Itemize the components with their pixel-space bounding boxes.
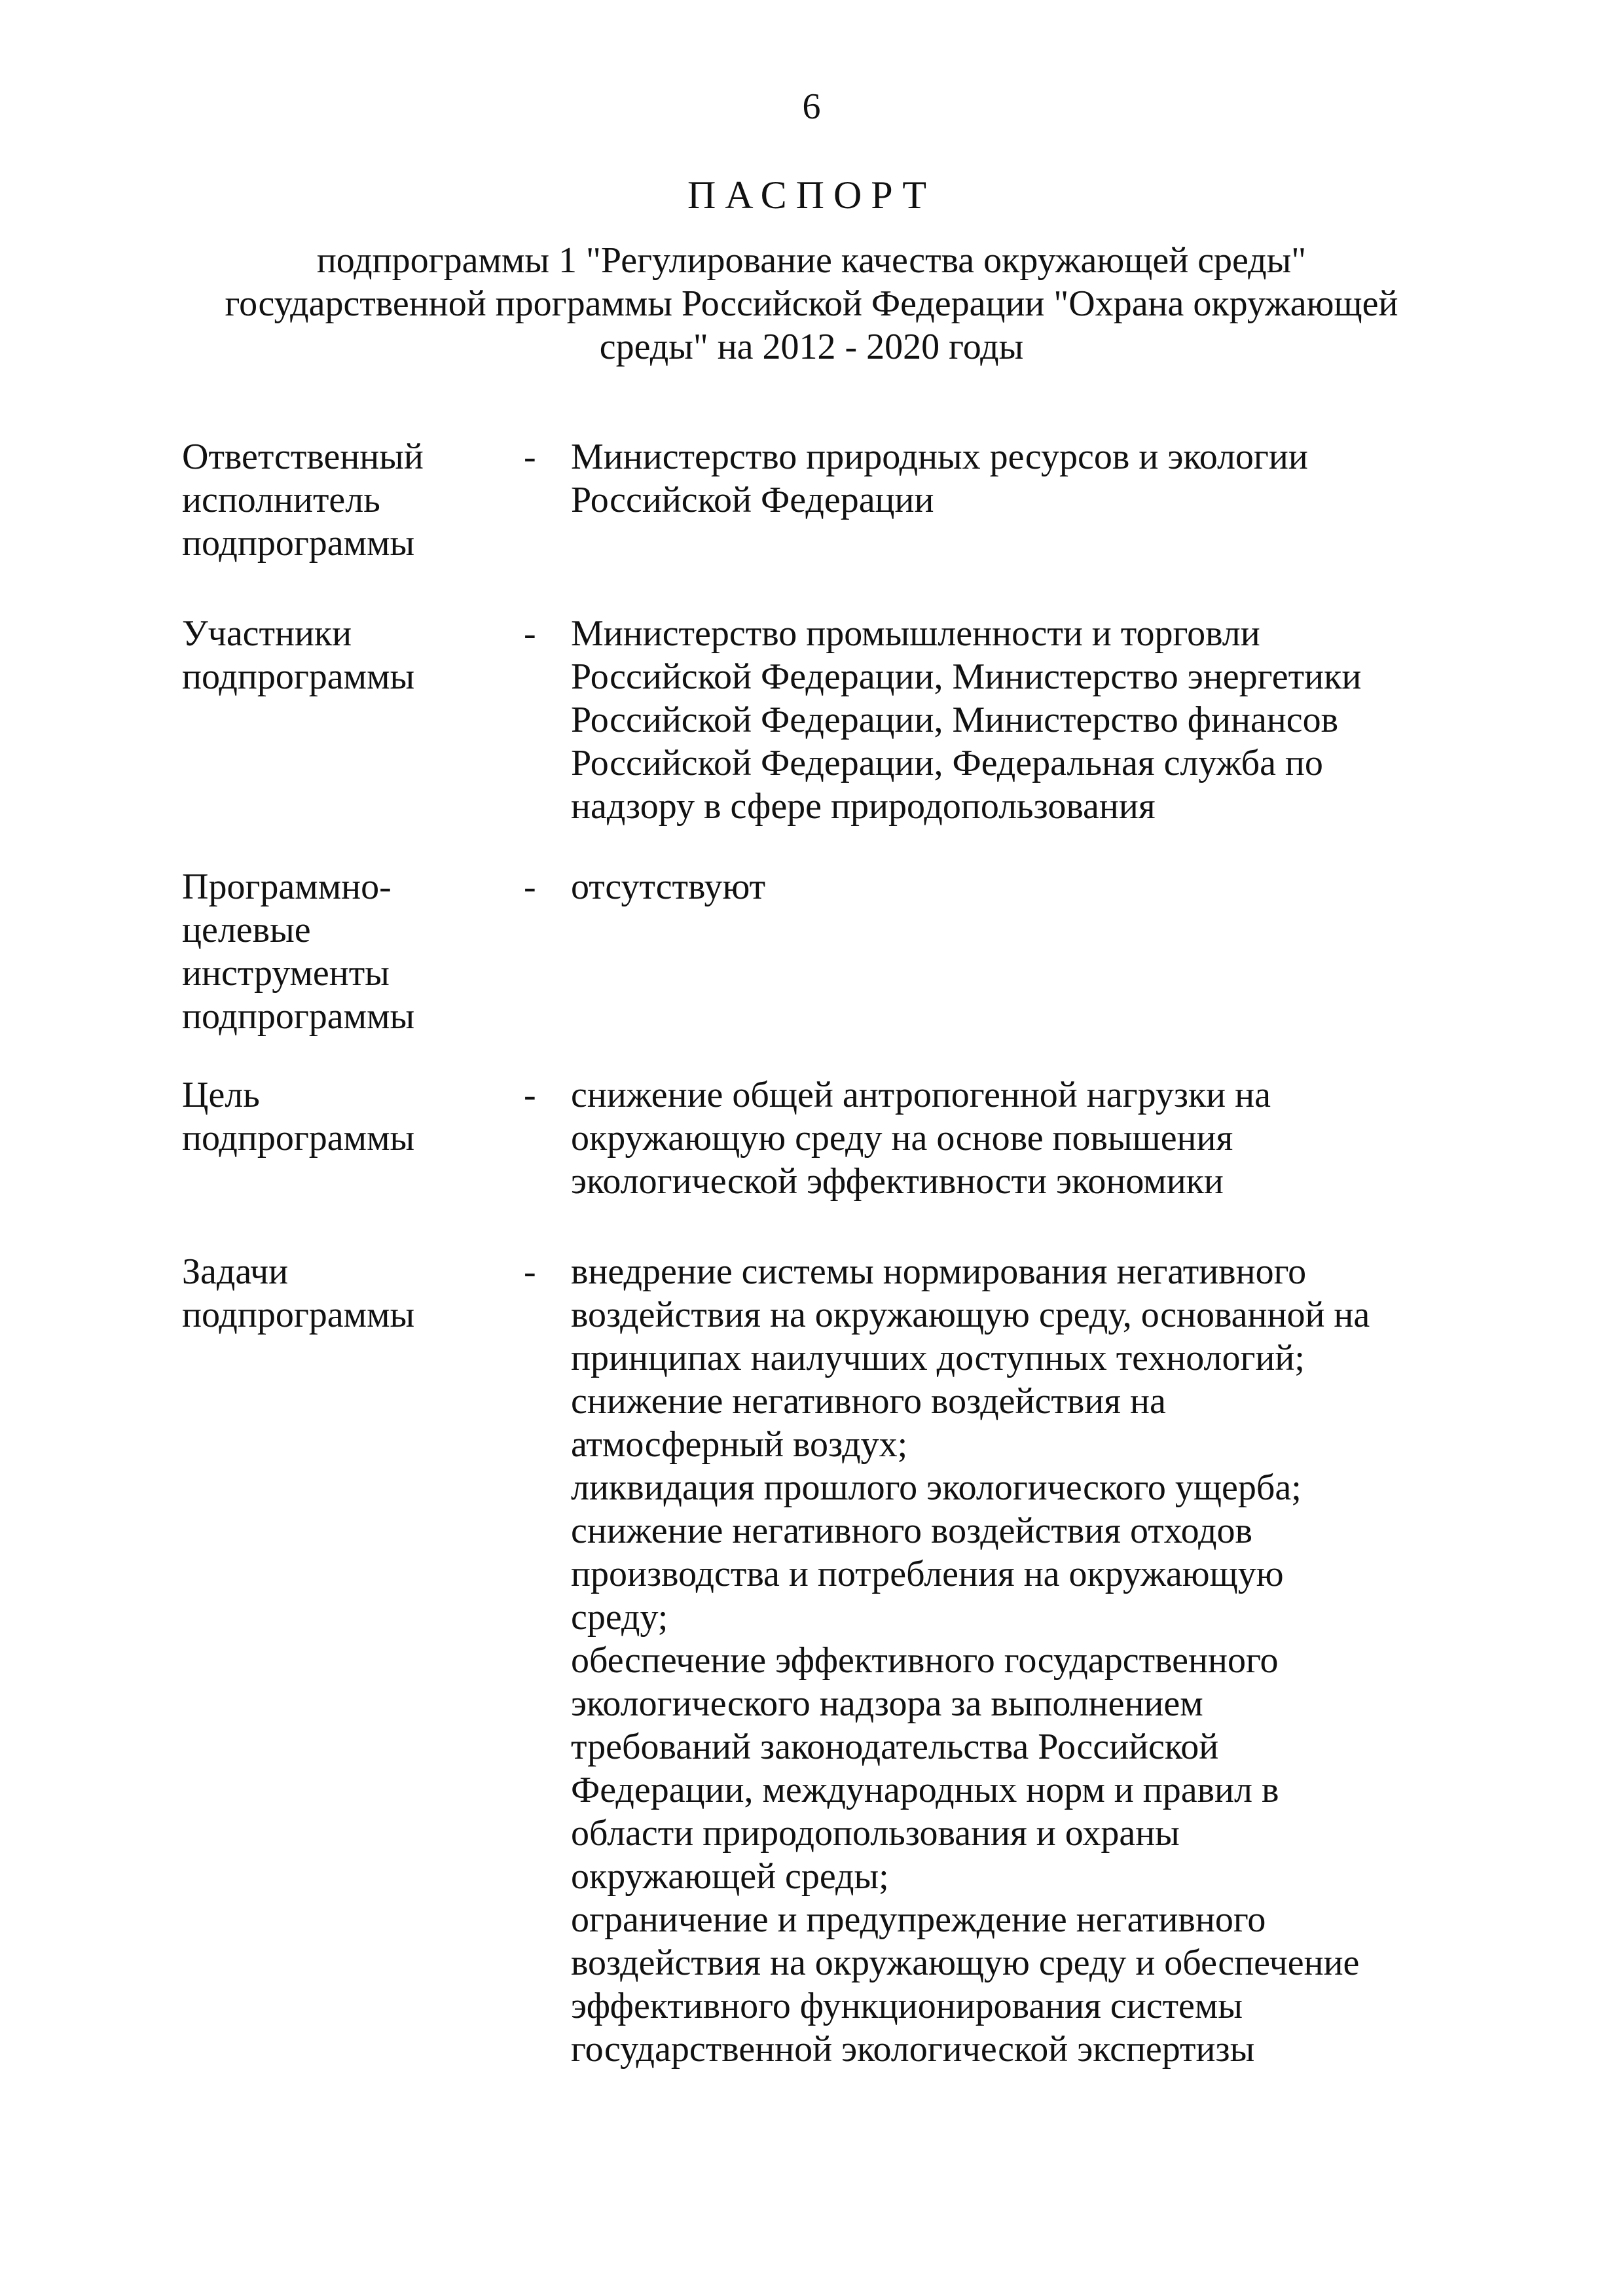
value-line: Министерство промышленности и торговли (571, 613, 1260, 654)
row-dash: - (524, 1075, 536, 1115)
value-line: Федерации, международных норм и правил в (571, 1770, 1279, 1810)
row-value (571, 435, 1487, 522)
value-line: производства и потребления на окружающую (571, 1554, 1284, 1594)
value-line: государственной экологической экспертизы (571, 2029, 1255, 2070)
row-dash: - (524, 1251, 536, 1292)
label-line: подпрограммы (182, 1118, 415, 1158)
label-line: Участники (182, 613, 352, 654)
label-line: исполнитель (182, 480, 380, 520)
document-subtitle (0, 239, 1623, 368)
label-line: подпрограммы (182, 523, 415, 564)
label-line: подпрограммы (182, 996, 415, 1037)
value-line: атмосферный воздух; (571, 1424, 908, 1465)
label-line: Задачи (182, 1251, 289, 1292)
row-dash: - (524, 437, 536, 477)
row-value (571, 1250, 1487, 2071)
value-line: внедрение системы нормирования негативного (571, 1251, 1307, 1292)
row-label (182, 435, 490, 565)
row-value (571, 612, 1487, 828)
value-line: отсутствуют (571, 867, 766, 907)
value-line: Российской Федерации, Министерство финансов (571, 700, 1339, 740)
row-label (182, 865, 490, 1038)
value-line: экологической эффективности экономики (571, 1161, 1224, 1202)
document-title: ПАСПОРТ (687, 173, 936, 217)
value-line: Российской Федерации (571, 480, 934, 520)
row-label (182, 1250, 490, 1336)
row-label (182, 1073, 490, 1160)
row-dash: - (524, 613, 536, 654)
subtitle-line: среды" на 2012 - 2020 годы (599, 327, 1024, 367)
label-line: подпрограммы (182, 656, 415, 697)
value-line: окружающую среду на основе повышения (571, 1118, 1233, 1158)
value-line: эффективного функционирования системы (571, 1986, 1243, 2026)
value-line: снижение негативного воздействия на (571, 1381, 1166, 1422)
page-number: 6 (802, 86, 821, 127)
value-line: ликвидация прошлого экологического ущерба; (571, 1467, 1302, 1508)
value-line: воздействия на окружающую среду, основанной на (571, 1295, 1370, 1335)
subtitle-line: государственной программы Российской Федерации "Охрана окружающей (225, 283, 1398, 324)
value-line: снижение негативного воздействия отходов (571, 1511, 1252, 1551)
subtitle-line: подпрограммы 1 "Регулирование качества окружающей среды" (316, 240, 1307, 281)
value-line: принципах наилучших доступных технологий; (571, 1338, 1305, 1378)
value-line: Российской Федерации, Федеральная служба по (571, 743, 1323, 783)
value-line: окружающей среды; (571, 1856, 889, 1897)
value-line: обеспечение эффективного государственного (571, 1640, 1279, 1681)
label-line: подпрограммы (182, 1295, 415, 1335)
value-line: Российской Федерации, Министерство энергетики (571, 656, 1362, 697)
label-line: целевые (182, 910, 311, 950)
value-line: ограничение и предупреждение негативного (571, 1899, 1266, 1940)
label-line: инструменты (182, 953, 390, 994)
row-dash: - (524, 867, 536, 907)
value-line: Министерство природных ресурсов и экологии (571, 437, 1308, 477)
label-line: Ответственный (182, 437, 424, 477)
value-line: снижение общей антропогенной нагрузки на (571, 1075, 1271, 1115)
value-line: среду; (571, 1597, 668, 1638)
row-value (571, 1073, 1487, 1203)
value-line: области природопользования и охраны (571, 1813, 1180, 1854)
value-line: воздействия на окружающую среду и обеспечение (571, 1943, 1360, 1983)
value-line: требований законодательства Российской (571, 1727, 1219, 1767)
label-line: Цель (182, 1075, 260, 1115)
value-line: экологического надзора за выполнением (571, 1683, 1203, 1724)
value-line: надзору в сфере природопользования (571, 786, 1156, 827)
row-value (571, 865, 1487, 908)
row-label (182, 612, 490, 698)
label-line: Программно- (182, 867, 392, 907)
